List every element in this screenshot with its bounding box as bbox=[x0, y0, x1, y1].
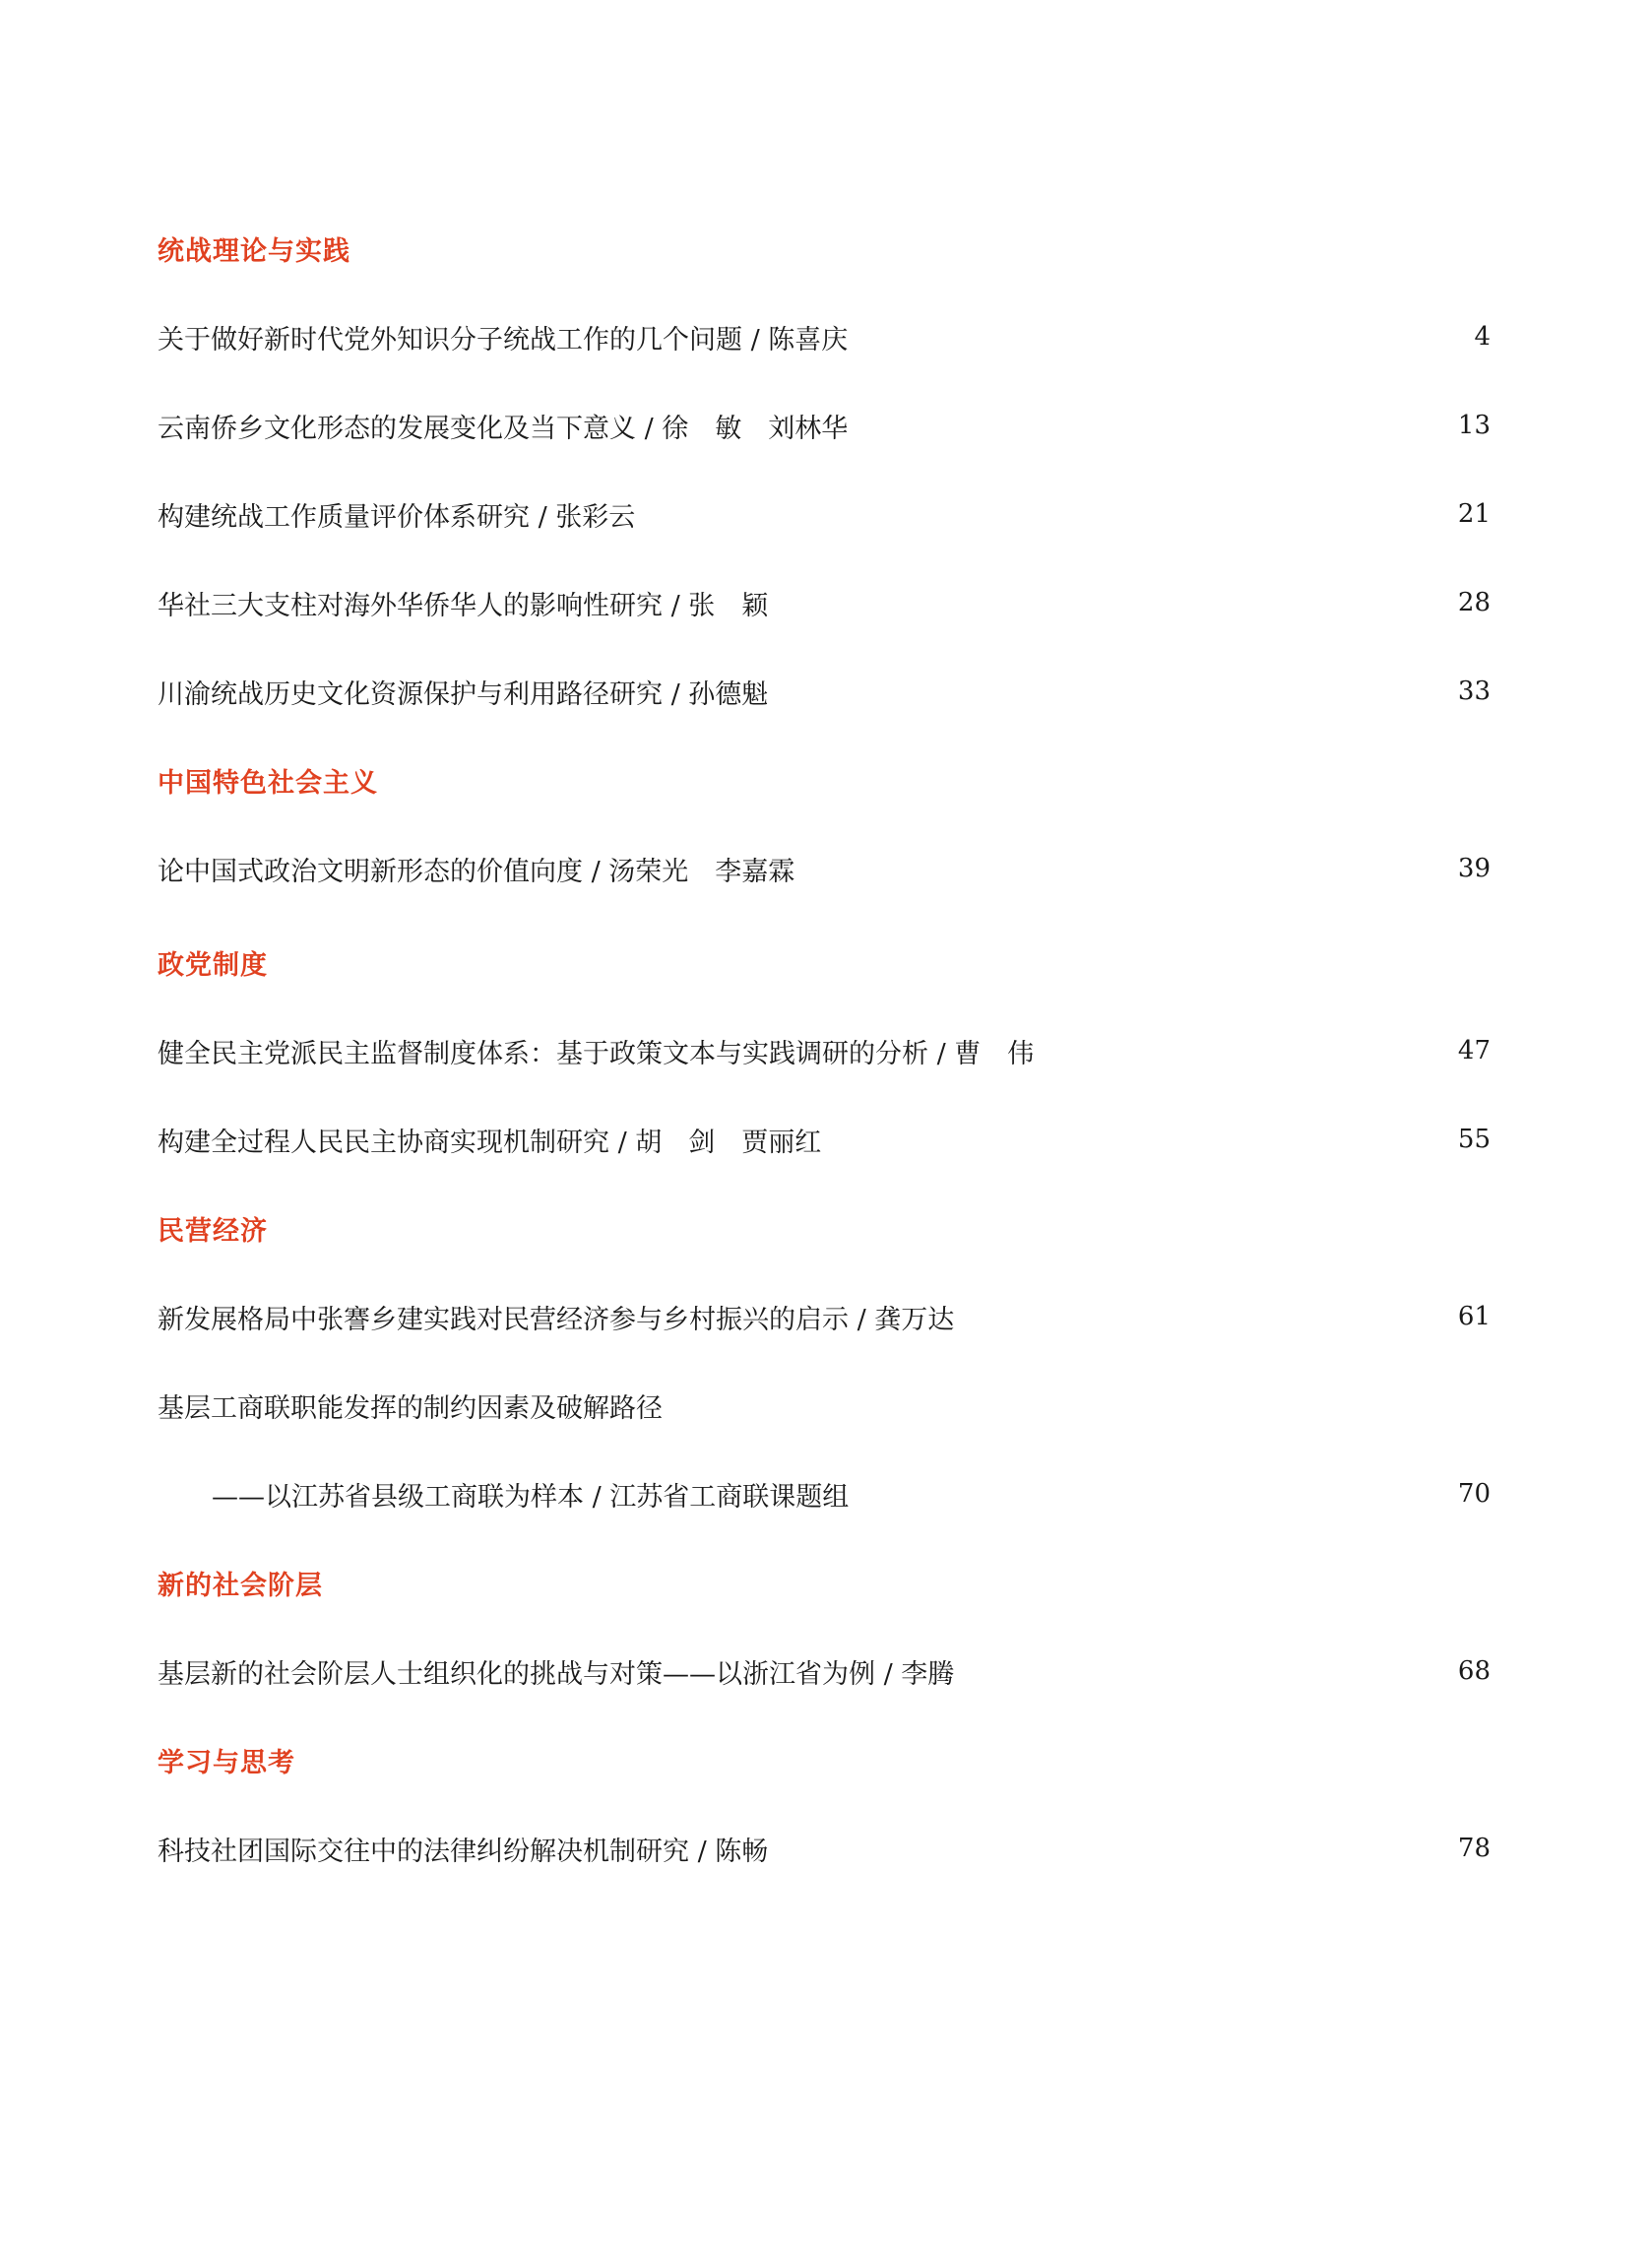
toc-entry[interactable] bbox=[158, 1649, 1491, 1693]
toc-entry[interactable] bbox=[158, 670, 1491, 713]
section-heading bbox=[158, 1561, 1491, 1604]
section-title: 学习与思考 bbox=[158, 1747, 295, 1778]
entry-title: 云南侨乡文化形态的发展变化及当下意义 / 徐 敏 刘林华 bbox=[158, 413, 849, 444]
entry-title: 论中国式政治文明新形态的价值向度 / 汤荣光 李嘉霖 bbox=[158, 856, 795, 887]
entry-page-number: 4 bbox=[1474, 322, 1491, 352]
toc-entry[interactable] bbox=[158, 315, 1491, 358]
section-title: 中国特色社会主义 bbox=[158, 767, 378, 799]
entry-title: 新发展格局中张謇乡建实践对民营经济参与乡村振兴的启示 / 龚万达 bbox=[158, 1304, 955, 1335]
entry-page-number: 47 bbox=[1457, 1036, 1491, 1065]
entry-title: 科技社团国际交往中的法律纠纷解决机制研究 / 陈畅 bbox=[158, 1836, 769, 1867]
toc-entry[interactable] bbox=[158, 581, 1491, 624]
entry-page-number: 13 bbox=[1457, 411, 1491, 440]
entry-title: 健全民主党派民主监督制度体系：基于政策文本与实践调研的分析 / 曹 伟 bbox=[158, 1038, 1035, 1069]
toc-entry-subtitle[interactable] bbox=[158, 1472, 1491, 1515]
entry-subtitle: ——以江苏省县级工商联为样本 / 江苏省工商联课题组 bbox=[212, 1481, 850, 1513]
section-heading bbox=[158, 758, 1491, 802]
entry-title: 华社三大支柱对海外华侨华人的影响性研究 / 张 颖 bbox=[158, 590, 769, 621]
toc-entry[interactable] bbox=[158, 847, 1491, 890]
toc-entry[interactable] bbox=[158, 492, 1491, 536]
entry-page-number: 28 bbox=[1457, 588, 1491, 617]
entry-title: 构建统战工作质量评价体系研究 / 张彩云 bbox=[158, 501, 636, 533]
toc-entry[interactable] bbox=[158, 1118, 1491, 1161]
entry-page-number: 55 bbox=[1457, 1125, 1491, 1154]
toc-entry[interactable] bbox=[158, 1029, 1491, 1072]
toc-entry[interactable] bbox=[158, 1295, 1491, 1338]
section-heading bbox=[158, 1738, 1491, 1781]
toc-entry[interactable] bbox=[158, 1827, 1491, 1870]
entry-page-number: 70 bbox=[1457, 1479, 1491, 1509]
toc-entry[interactable] bbox=[158, 1384, 1491, 1427]
entry-title: 基层工商联职能发挥的制约因素及破解路径 bbox=[158, 1392, 663, 1424]
section-heading bbox=[158, 940, 1491, 984]
entry-title: 川渝统战历史文化资源保护与利用路径研究 / 孙德魁 bbox=[158, 678, 769, 710]
entry-page-number: 78 bbox=[1457, 1834, 1491, 1863]
entry-page-number: 39 bbox=[1457, 854, 1491, 883]
section-title: 新的社会阶层 bbox=[158, 1570, 323, 1601]
section-heading bbox=[158, 226, 1491, 270]
entry-page-number: 33 bbox=[1457, 677, 1491, 706]
entry-title: 关于做好新时代党外知识分子统战工作的几个问题 / 陈喜庆 bbox=[158, 324, 849, 355]
section-title: 统战理论与实践 bbox=[158, 235, 350, 267]
section-heading bbox=[158, 1206, 1491, 1250]
entry-page-number: 21 bbox=[1457, 499, 1491, 529]
toc-entry[interactable] bbox=[158, 404, 1491, 447]
entry-title: 基层新的社会阶层人士组织化的挑战与对策——以浙江省为例 / 李腾 bbox=[158, 1658, 955, 1690]
entry-page-number: 68 bbox=[1457, 1656, 1491, 1686]
entry-page-number: 61 bbox=[1457, 1302, 1491, 1331]
section-title: 民营经济 bbox=[158, 1215, 268, 1247]
section-title: 政党制度 bbox=[158, 949, 268, 981]
entry-title: 构建全过程人民民主协商实现机制研究 / 胡 剑 贾丽红 bbox=[158, 1127, 822, 1158]
